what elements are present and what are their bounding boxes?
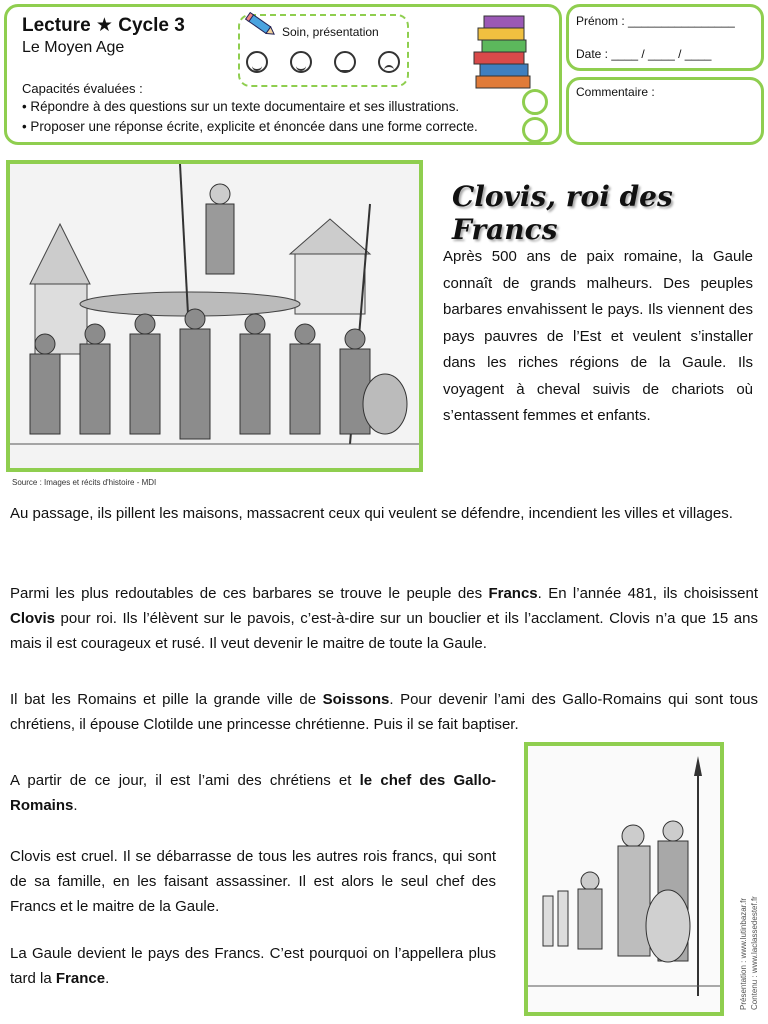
intro-paragraph: Après 500 ans de paix romaine, la Gaule connaît de grands malheurs. Des peuples barbares envahissent le pays. Ils viennent des pays pauvres de l’Est et veulent s’installer dans les riches régions de la Gaule. Ils voyagent à cheval suivis de chariots où s’entassent femmes et enfants. — [443, 248, 753, 424]
paragraph-6: La Gaule devient le pays des Francs. C’est pourquoi on l’appellera plus tard la France. — [10, 945, 496, 987]
paragraph-1: Au passage, ils pillent les maisons, massacrent ceux qui veulent se défendre, incendient les villes et villages. — [10, 505, 733, 522]
worksheet-subtitle: Le Moyen Age — [22, 39, 125, 56]
prenom-field[interactable]: Prénom : ________________ — [576, 14, 735, 28]
face-icon-2 — [290, 51, 312, 73]
keyword-france: France — [55, 970, 106, 987]
worksheet-title: Lecture ★ Cycle 3 — [22, 15, 185, 36]
evaluation-circle-2[interactable] — [522, 117, 548, 143]
illustration-drawing-2 — [528, 746, 720, 1012]
books-icon — [470, 10, 536, 95]
document-title: Clovis, roi des Francs — [452, 180, 673, 246]
paragraph-4: A partir de ce jour, il est l’ami des chrétiens et le chef des Gallo-Romains. — [10, 772, 496, 814]
face-icon-1 — [246, 51, 268, 73]
credit-presentation: Présentation : www.lutinbazar.fr — [739, 897, 748, 1010]
keyword-clovis: Clovis — [10, 610, 56, 627]
clovis-baptism-illustration — [524, 742, 724, 1016]
capacites-label: Capacités évaluées : — [22, 81, 143, 96]
keyword-chef-gallo-romains: le chef des Gallo-Romains — [10, 772, 496, 814]
illustration-drawing — [10, 164, 419, 468]
evaluation-circle-1[interactable] — [522, 89, 548, 115]
paragraph-5: Clovis est cruel. Il se débarrasse de tous les autres rois francs, qui sont de sa famille, en les faisant assassiner. Il est alors le seul chef des Francs et le maitre de la Gaule. — [10, 848, 496, 915]
keyword-francs: Francs — [488, 585, 538, 602]
credit-contenu: Contenu : www.laclassedestef.fr — [750, 896, 759, 1010]
capacite-item-2: • Proposer une réponse écrite, explicite et énoncée dans une forme correcte. — [22, 119, 478, 134]
pencil-icon — [244, 10, 278, 45]
keyword-soissons: Soissons — [322, 691, 390, 708]
paragraph-2: Parmi les plus redoutables de ces barbares se trouve le peuple des Francs. En l’année 481, ils choisissent Clovis pour roi. Ils l’élèvent sur le pavois, c’est-à-dire sur un bouclier et ils l’acclament. Clovis n’a que 15 ans mais il est courageux et rusé. Il veut devenir le maitre de toute la Gaule. — [10, 585, 758, 652]
face-icon-4 — [378, 51, 400, 73]
soin-label: Soin, présentation — [282, 25, 379, 39]
capacite-item-1: • Répondre à des questions sur un texte documentaire et ses illustrations. — [22, 99, 460, 114]
comment-label: Commentaire : — [576, 85, 655, 99]
credits — [738, 896, 760, 1010]
image-caption: Source : Images et récits d'histoire - MDI — [12, 478, 157, 487]
date-field[interactable]: Date : ____ / ____ / ____ — [576, 47, 712, 61]
paragraph-3: Il bat les Romains et pille la grande ville de Soissons. Pour devenir l’ami des Gallo-Romains qui sont tous chrétiens, il épouse Clotilde une princesse chrétienne. Puis il se fait baptiser. — [10, 691, 758, 733]
face-icon-3 — [334, 51, 356, 73]
clovis-pavois-illustration — [6, 160, 423, 472]
